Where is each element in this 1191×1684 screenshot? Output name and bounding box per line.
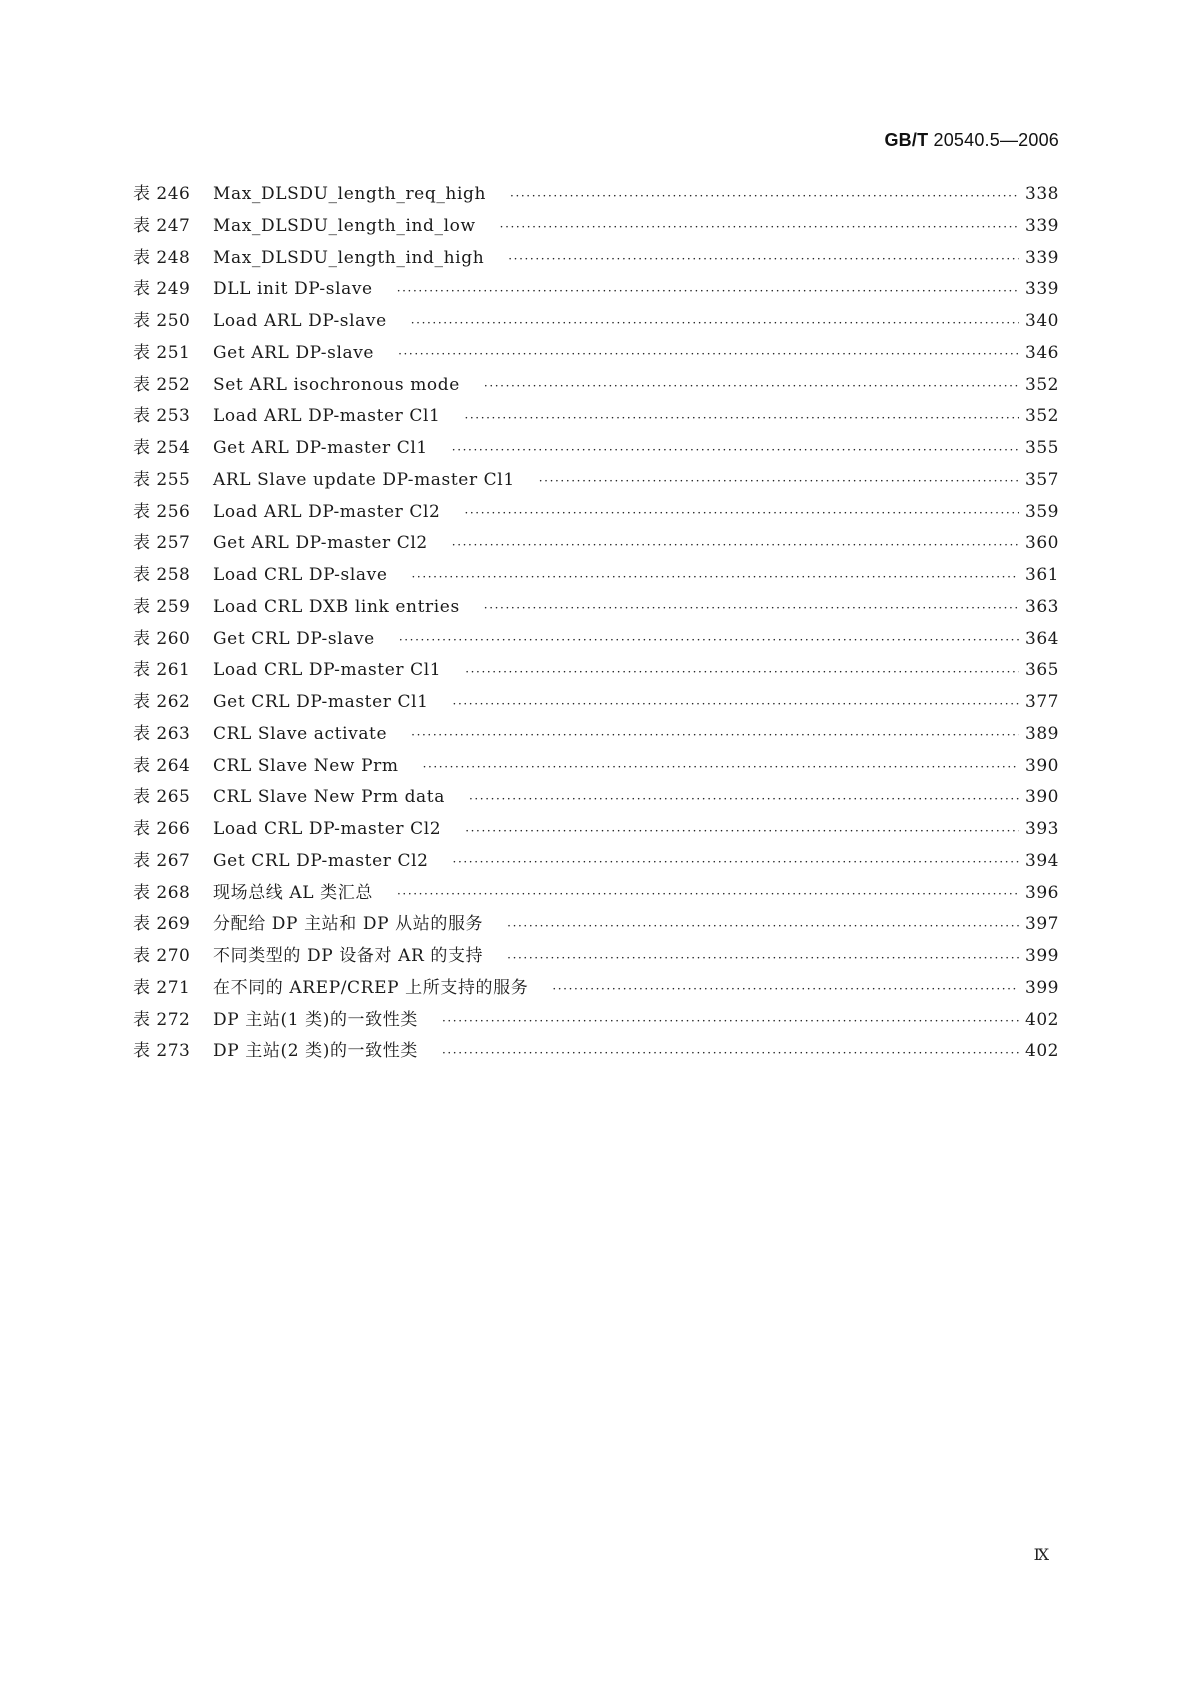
toc-entry-title: Set ARL isochronous mode: [213, 374, 460, 395]
toc-entry-title: Max_DLSDU_length_ind_low: [213, 215, 476, 236]
toc-entry-title: Load CRL DP-master Cl2: [213, 819, 442, 839]
toc-entry-title: CRL Slave New Prm: [213, 755, 399, 776]
toc-entry-page: 393: [1025, 819, 1059, 839]
standard-number: 20540.5—2006: [928, 130, 1059, 150]
toc-entry-label: 表 257: [133, 533, 191, 554]
dot-leader: [435, 693, 1019, 707]
dot-leader: [379, 280, 1019, 294]
toc-entry-title: Load CRL DP-slave: [213, 565, 388, 585]
dot-leader: [434, 534, 1019, 548]
toc-entry-title: Get CRL DP-master Cl1: [213, 692, 429, 712]
toc-entry-label: 表 250: [133, 311, 191, 331]
toc-entry-page: 364: [1025, 628, 1059, 649]
toc-entry-page: 394: [1025, 850, 1059, 871]
toc-entry-page: 338: [1025, 184, 1059, 204]
toc-entry-title: Load ARL DP-master Cl2: [213, 501, 441, 522]
toc-entry-title: Load ARL DP-slave: [213, 311, 387, 331]
toc-entry-title: Get ARL DP-master Cl1: [213, 438, 428, 458]
toc-entry-label: 表 246: [133, 184, 191, 204]
dot-leader: [482, 216, 1019, 230]
toc-entry-label: 表 264: [133, 755, 191, 776]
toc-entry: [133, 945, 1059, 977]
dot-leader: [489, 947, 1019, 961]
toc-entry-page: 339: [1025, 215, 1059, 236]
toc-entry-label: 表 247: [133, 215, 191, 236]
dot-leader: [393, 312, 1019, 326]
toc-entry-title: CRL Slave activate: [213, 723, 388, 744]
toc-entry-page: 360: [1025, 533, 1059, 554]
toc-entry-page: 377: [1025, 692, 1059, 712]
toc-entry: [133, 405, 1059, 437]
toc-entry: [133, 215, 1059, 247]
dot-leader: [424, 1010, 1019, 1024]
toc-entry: [133, 596, 1059, 628]
toc-entry: [133, 310, 1059, 342]
page-folio: Ⅸ: [1033, 1545, 1049, 1564]
toc-entry-title: Load CRL DP-master Cl1: [213, 660, 442, 681]
toc-entry-title: CRL Slave New Prm data: [213, 787, 445, 808]
dot-leader: [393, 724, 1019, 738]
toc-entry-label: 表 272: [133, 1009, 191, 1030]
dot-leader: [380, 343, 1019, 357]
toc-entry: [133, 882, 1059, 914]
toc-entry-page: 399: [1025, 977, 1059, 998]
toc-entry-label: 表 265: [133, 787, 191, 808]
toc-entry-page: 402: [1025, 1041, 1059, 1062]
toc-entry-page: 390: [1025, 787, 1059, 808]
toc-entry: [133, 691, 1059, 723]
toc-entry-page: 365: [1025, 660, 1059, 681]
toc-entry-label: 表 258: [133, 565, 191, 585]
toc-entry-label: 表 271: [133, 977, 191, 998]
dot-leader: [447, 820, 1019, 834]
toc-entry: [133, 469, 1059, 501]
toc-entry-page: 389: [1025, 723, 1059, 744]
toc-entry-page: 402: [1025, 1009, 1059, 1030]
toc-entry-label: 表 270: [133, 946, 191, 966]
dot-leader: [492, 185, 1019, 199]
toc-entry-label: 表 269: [133, 914, 191, 935]
toc-entry: [133, 786, 1059, 818]
toc-entry: [133, 183, 1059, 215]
toc-entry-page: 340: [1025, 311, 1059, 331]
dot-leader: [489, 915, 1019, 929]
dot-leader: [424, 1042, 1019, 1056]
toc-entry-label: 表 262: [133, 692, 191, 712]
toc-entry: [133, 850, 1059, 882]
toc-entry-title: 不同类型的 DP 设备对 AR 的支持: [213, 946, 484, 966]
toc-entry-page: 346: [1025, 342, 1059, 363]
toc-entry-page: 339: [1025, 247, 1059, 268]
toc-entry-page: 396: [1025, 882, 1059, 903]
toc-entry-title: Get CRL DP-slave: [213, 628, 375, 649]
toc-entry-label: 表 251: [133, 342, 191, 363]
toc-entry-title: 在不同的 AREP/CREP 上所支持的服务: [213, 977, 529, 998]
toc-entry-label: 表 259: [133, 596, 191, 617]
toc-entry: [133, 723, 1059, 755]
toc-entry-page: 339: [1025, 279, 1059, 300]
toc-entry: [133, 977, 1059, 1009]
toc-entry: [133, 1009, 1059, 1041]
toc-entry-label: 表 255: [133, 469, 191, 490]
toc-entry-page: 390: [1025, 755, 1059, 776]
toc-entry-page: 357: [1025, 469, 1059, 490]
toc-entry: [133, 342, 1059, 374]
toc-entry-page: 352: [1025, 406, 1059, 427]
toc-entry-title: Max_DLSDU_length_ind_high: [213, 247, 485, 268]
dot-leader: [446, 502, 1019, 516]
dot-leader: [381, 629, 1019, 643]
dot-leader: [379, 883, 1019, 897]
toc-entry-title: DP 主站(1 类)的一致性类: [213, 1009, 418, 1030]
dot-leader: [434, 439, 1019, 453]
dot-leader: [435, 851, 1019, 865]
toc-entry: [133, 1040, 1059, 1072]
toc-entry-label: 表 267: [133, 850, 191, 871]
table-of-contents-list: [133, 183, 1059, 1072]
dot-leader: [534, 978, 1019, 992]
dot-leader: [466, 597, 1019, 611]
toc-entry: [133, 913, 1059, 945]
toc-entry: [133, 532, 1059, 564]
toc-entry-label: 表 249: [133, 279, 191, 300]
dot-leader: [446, 407, 1019, 421]
toc-entry-label: 表 252: [133, 374, 191, 395]
toc-entry-label: 表 266: [133, 819, 191, 839]
dot-leader: [394, 566, 1020, 580]
toc-entry-page: 399: [1025, 946, 1059, 966]
dot-leader: [521, 470, 1019, 484]
toc-entry-page: 359: [1025, 501, 1059, 522]
toc-entry-page: 355: [1025, 438, 1059, 458]
toc-entry-label: 表 263: [133, 723, 191, 744]
toc-entry-title: Get ARL DP-master Cl2: [213, 533, 428, 554]
toc-entry-title: Load ARL DP-master Cl1: [213, 406, 441, 427]
toc-entry-label: 表 261: [133, 660, 191, 681]
toc-entry-label: 表 254: [133, 438, 191, 458]
toc-entry-title: Load CRL DXB link entries: [213, 596, 460, 617]
dot-leader: [490, 248, 1019, 262]
dot-leader: [451, 788, 1019, 802]
toc-entry-page: 361: [1025, 565, 1059, 585]
toc-entry-label: 表 248: [133, 247, 191, 268]
toc-entry: [133, 818, 1059, 850]
toc-entry-label: 表 260: [133, 628, 191, 649]
toc-entry: [133, 247, 1059, 279]
toc-entry-label: 表 256: [133, 501, 191, 522]
dot-leader: [447, 661, 1019, 675]
toc-entry-title: DP 主站(2 类)的一致性类: [213, 1041, 418, 1062]
toc-entry: [133, 278, 1059, 310]
toc-entry-title: 分配给 DP 主站和 DP 从站的服务: [213, 914, 484, 935]
toc-entry-title: 现场总线 AL 类汇总: [213, 882, 373, 903]
toc-entry: [133, 659, 1059, 691]
toc-entry: [133, 437, 1059, 469]
toc-entry-page: 363: [1025, 596, 1059, 617]
toc-entry-page: 352: [1025, 374, 1059, 395]
toc-entry-label: 表 268: [133, 882, 191, 903]
toc-entry-label: 表 253: [133, 406, 191, 427]
standard-code: [884, 130, 1059, 151]
toc-entry-title: Get CRL DP-master Cl2: [213, 850, 429, 871]
toc-entry-title: DLL init DP-slave: [213, 279, 373, 300]
standard-prefix: GB/T: [884, 130, 929, 150]
toc-entry-title: Get ARL DP-slave: [213, 342, 375, 363]
toc-entry: [133, 755, 1059, 787]
dot-leader: [466, 375, 1019, 389]
toc-entry-title: ARL Slave update DP-master Cl1: [213, 469, 515, 490]
dot-leader: [405, 756, 1019, 770]
toc-entry: [133, 564, 1059, 596]
toc-entry: [133, 501, 1059, 533]
toc-entry-page: 397: [1025, 914, 1059, 935]
toc-entry: [133, 374, 1059, 406]
toc-entry-title: Max_DLSDU_length_req_high: [213, 184, 487, 204]
toc-entry: [133, 628, 1059, 660]
toc-entry-label: 表 273: [133, 1041, 191, 1062]
